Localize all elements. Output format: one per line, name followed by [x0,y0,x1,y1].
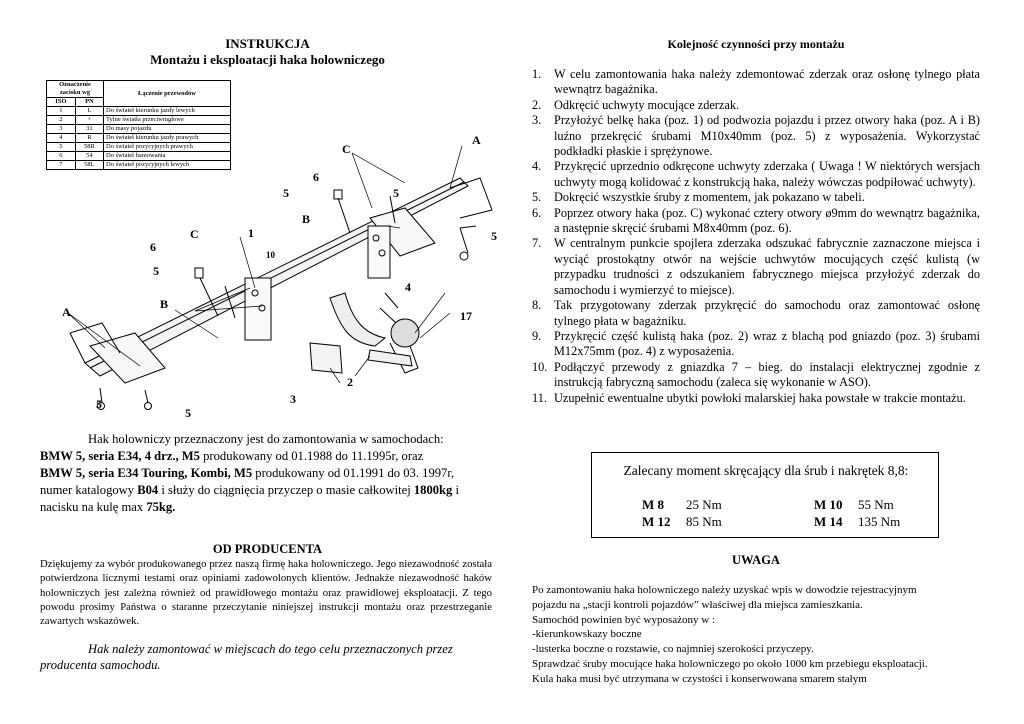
step-item [532,67,980,98]
step-text: Tak przygotowany zderzak przykręcić do samochodu oraz zamontować osłonę tylnego płata w bagażniku. [554,298,980,328]
torque-m8-label: M 8 [642,497,665,512]
step-number: 6. [532,205,542,220]
step-number: 2. [532,97,542,112]
step-item [532,329,980,360]
label-3: 3 [290,392,296,406]
warning-line: Kula haka musi być utrzymana w czystości i konserwowana smarem stałym [532,672,867,685]
vehicle-purpose [40,431,495,516]
label-a-left: A [62,305,71,319]
torque-title: Zalecany moment skręcający dla śrub i nakrętek 8,8: [623,463,909,478]
wiring-desc: Do świateł kierunku jazdy lewych [104,107,231,116]
ball-base [368,350,412,366]
wiring-iso: 1 [47,107,76,116]
wiring-iso: 5 [47,143,76,152]
wiring-pn: + [75,116,103,125]
step-number: 5. [532,190,542,205]
warning-line: Po zamontowaniu haka holowniczego należy uzyskać wpis w dowodzie rejestracyjnym [532,584,917,596]
label-17: 17 [460,309,472,323]
step-item [532,190,980,205]
hook-ball [391,319,419,347]
label-5d: 5 [153,264,159,278]
socket-plate [310,343,342,373]
wiring-desc: Do świateł hamowania [104,152,231,161]
wiring-pn: 31 [75,125,103,134]
label-10: 10 [266,250,275,260]
label-6b: 6 [313,170,319,184]
torque-m10-label: M 10 [814,497,843,512]
wiring-desc: Do świateł pozycyjnych prawych [104,143,231,152]
label-4: 4 [405,280,411,294]
car-model-1-dates: produkowany od 01.1988 do 11.1995r, oraz [199,449,424,463]
trailer-mass: 1800kg [413,483,453,497]
step-item [532,298,980,329]
tow-hook-diagram [40,128,510,428]
step-item [532,159,980,190]
wiring-desc: Do świateł kierunku jazdy prawych [104,134,231,143]
step-text: Odkręcić uchwyty mocujące zderzak. [554,97,740,112]
warning-line: -lusterka boczne o rozstawie, co najmniej szerokości przyczepy. [532,643,814,656]
label-5e: 5 [96,397,102,411]
wiring-row [47,107,231,116]
wiring-pn: R [75,134,103,143]
wiring-pn: L [75,107,103,116]
ball-load: 75kg. [146,500,176,514]
plate-c-left [245,278,271,340]
wiring-desc: Do świateł pozycyjnych lewych [104,161,231,170]
step-text: W celu zamontowania haka należy zdemontować zderzak oraz osłonę tylnego płata wewnątrz bagażnika. [554,67,980,97]
car-model-2-dates: produkowany od 01.1991 do 03. 1997r, [252,466,455,480]
table-header-iso: ISO [47,98,76,107]
step-number: 3. [532,113,542,128]
label-6a: 6 [150,240,156,254]
label-b-left: B [160,297,169,311]
step-number: 10. [532,359,548,374]
producer-note [40,641,495,673]
torque-m12-label: M 12 [642,514,671,529]
producer-title: OD PRODUCENTA [212,542,323,556]
wiring-iso: 6 [47,152,76,161]
wiring-pn: 54 [75,152,103,161]
wiring-row [47,116,231,125]
label-1: 1 [248,226,254,240]
warning-title: UWAGA [732,553,780,567]
car-model-1: BMW 5, seria E34, 4 drz., M5 [40,449,200,463]
step-text: W centralnym punkcie spojlera zderzaka odszukać fabrycznie zaznaczone miejsca i wyciąć prostokątny otwór na wejście uchwytów mocujących część kulistą (w przypadku trudności z odszukaniem fabrycznego miejsca przyłożyć zderzak do samochodu i wymierzyć to miejsce). [554,236,980,297]
step-item [532,113,980,159]
step-text: Poprzez otwory haka (poz. C) wykonać cztery otwory ø9mm do wewnątrz bagażnika, a następnie skręcić śrubami M8x40mm (poz. 6). [554,205,980,236]
warning-line: -kierunkowskazy boczne [532,628,642,641]
step-item [532,206,980,237]
step-number: 8. [532,298,542,313]
wiring-pn: 58L [75,161,103,170]
table-header-connection: Łączenie przewodów [104,81,231,107]
step-text: Przykręcić uprzednio odkręcone uchwyty zderzaka ( Uwaga ! W niektórych wersjach uchwyty mogą kolidować z konstrukcją haka, należy wówczas podpiłować uchwyty). [554,159,980,189]
step-text: Podłączyć przewody z gniazdka 7 – bieg. do instalacji elektrycznej zgodnie z instrukcją fabryczną samochodu (zaleca się wykonanie w ASO). [554,359,980,390]
label-5f: 5 [185,406,191,420]
step-text: Uzupełnić ewentualne ubytki powłoki malarskiej haka powstałe w trakcie montażu. [554,390,966,405]
producer-note-text: Hak należy zamontować w miejscach do tego celu przeznaczonych przez producenta samochodu. [40,642,453,672]
steps-title: Kolejność czynności przy montażu [667,37,845,51]
wiring-desc: Do masy pojazdu [104,125,231,134]
wiring-iso: 4 [47,134,76,143]
label-5b: 5 [393,186,399,200]
step-text: Przykręcić część kulistą haka (poz. 2) wraz z blachą pod gniazdo (poz. 3) śrubami M12x75mm (poz. 4) z wyposażenia. [554,328,980,359]
label-5a: 5 [283,186,289,200]
step-item [532,236,980,298]
label-2: 2 [347,375,353,389]
document-title: INSTRUKCJA [225,36,310,51]
mass-label: i służy do ciągnięcia przyczep o masie całkowitej [158,483,414,497]
step-number: 11. [532,390,547,405]
label-5c: 5 [491,229,497,243]
wiring-desc: Tylne światła przeciwmgłowe [104,116,231,125]
warning-line: Samochód powinien być wyposażony w : [532,613,715,626]
step-item [532,360,980,391]
warning-line: Sprawdzać śruby mocujące haka holowniczego po około 1000 km przebiegu eksploatacji. [532,657,928,670]
document-subtitle: Montażu i eksploatacji haka holowniczego [150,52,385,67]
catalog-number: B04 [137,483,159,497]
label-b-right: B [302,212,311,226]
wiring-iso: 7 [47,161,76,170]
step-number: 1. [532,67,542,81]
wiring-iso: 3 [47,125,76,134]
warning-line: pojazdu na „stacji kontroli pojazdów” właściwej dla miejsca zamieszkania. [532,598,863,611]
label-a-right: A [472,133,481,147]
car-model-2: BMW 5, seria E34 Touring, Kombi, M5 [40,466,253,480]
step-number: 9. [532,328,542,343]
ball-load-label: nacisku na kulę max [40,500,147,514]
mass-suffix: i [452,483,460,497]
torque-m8-value: 25 Nm [686,497,722,512]
purpose-intro: Hak holowniczy przeznaczony jest do zamontowania w samochodach: [88,432,444,446]
wiring-iso: 2 [47,116,76,125]
label-c-right: C [342,142,351,156]
producer-text: Dziękujemy za wybór produkowanego przez naszą firmę haka holowniczego. Jego niezawodność została potwierdzona licznymi testami oraz opiniami zadowolonych klientów. Jednakże niezawodność haków holowniczych jest zależna również od prawidłowego montażu oraz prawidłowej eksploatacji. Z tego powodu prosimy Państwa o staranne przeczytanie niniejszej instrukcji montażu oraz przestrzeganie zawartych wskazówek. [40,558,492,628]
torque-m12-value: 85 Nm [686,514,722,529]
step-number: 7. [532,236,542,251]
step-item [532,98,980,113]
step-text: Przyłożyć belkę haka (poz. 1) od podwozia pojazdu i przez otwory haka (poz. A i B) luźno przekręcić śrubami M10x40mm (poz. 5) z wyposażenia. Wykorzystać podkładki płaskie i sprężynowe. [554,113,980,159]
hook-neck [330,293,385,346]
mounting-steps [532,67,980,406]
torque-m14-label: M 14 [814,514,843,529]
torque-box [591,452,939,538]
step-text: Dokręcić wszystkie śruby z momentem, jak pokazano w tabeli. [554,190,865,205]
torque-m10-value: 55 Nm [858,497,894,512]
step-item [532,391,980,406]
label-c-left: C [190,227,199,241]
table-header-marking: Oznaczenie zacisku wg [47,81,104,98]
warning-text [532,583,984,687]
catalog-label: numer katalogowy [40,483,138,497]
torque-m14-value: 135 Nm [858,514,901,529]
wiring-pn: 58R [75,143,103,152]
step-number: 4. [532,159,542,174]
table-header-pn: PN [75,98,103,107]
